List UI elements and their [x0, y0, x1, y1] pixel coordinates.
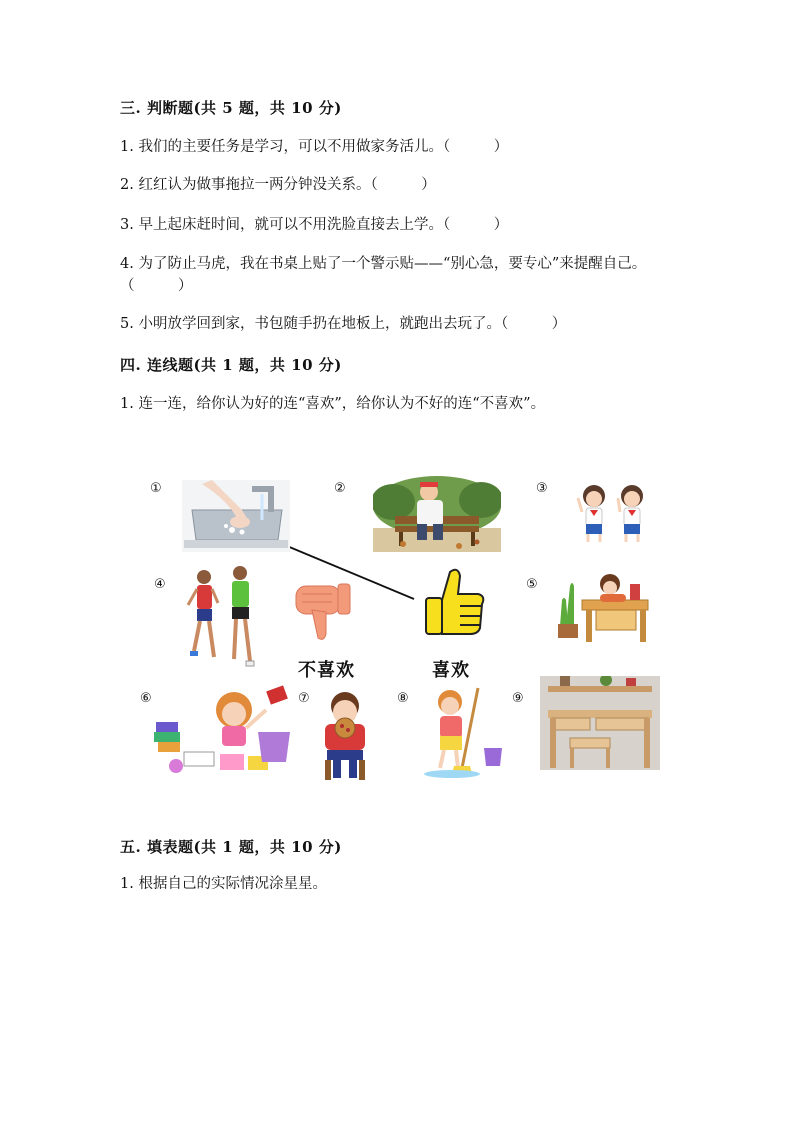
running-people-image — [184, 565, 260, 669]
section-4-title: 四. 连线题(共 1 题，共 10 分) — [120, 356, 342, 374]
item-label-9: ⑨ — [512, 691, 524, 706]
fill-question-1: 1. 根据自己的实际情况涂星星。 — [120, 876, 327, 892]
item-label-4: ④ — [154, 577, 166, 592]
item-label-3: ③ — [536, 481, 548, 496]
boy-eating-image — [315, 688, 375, 782]
item-label-7: ⑦ — [298, 691, 310, 706]
like-label: 喜欢 — [432, 660, 470, 681]
item-label-6: ⑥ — [140, 691, 152, 706]
children-saluting-image — [572, 482, 656, 544]
tidy-desk-image — [540, 676, 660, 770]
girl-mopping-image — [422, 686, 504, 778]
item-label-1: ① — [150, 481, 162, 496]
judge-question-1: 1. 我们的主要任务是学习，可以不用做家务活儿。（ ） — [120, 139, 509, 155]
messy-room-girl-image — [150, 682, 302, 776]
child-at-desk-image — [556, 566, 650, 646]
dislike-label: 不喜欢 — [298, 660, 355, 681]
section-5-title: 五. 填表题(共 1 题，共 10 分) — [120, 838, 342, 856]
hand-washing-image — [182, 480, 290, 552]
littering-man-image — [373, 476, 501, 552]
thumbs-down-icon — [292, 580, 356, 642]
judge-question-4: 4. 为了防止马虎，我在书桌上贴了一个警示贴——“别心急，要专心”来提醒自己。（ ） — [120, 256, 647, 294]
item-label-8: ⑧ — [397, 691, 409, 706]
judge-question-3: 3. 早上起床赶时间，就可以不用洗脸直接去上学。（ ） — [120, 217, 509, 233]
match-question-1: 1. 连一连，给你认为好的连“喜欢”，给你认为不好的连“不喜欢”。 — [120, 396, 546, 412]
thumbs-up-icon — [420, 566, 490, 636]
section-3-title: 三. 判断题(共 5 题，共 10 分) — [120, 99, 342, 117]
judge-question-5: 5. 小明放学回到家，书包随手扔在地板上，就跑出去玩了。（ ） — [120, 316, 567, 332]
item-label-2: ② — [334, 481, 346, 496]
judge-question-2: 2. 红红认为做事拖拉一两分钟没关系。（ ） — [120, 177, 436, 193]
item-label-5: ⑤ — [526, 577, 538, 592]
